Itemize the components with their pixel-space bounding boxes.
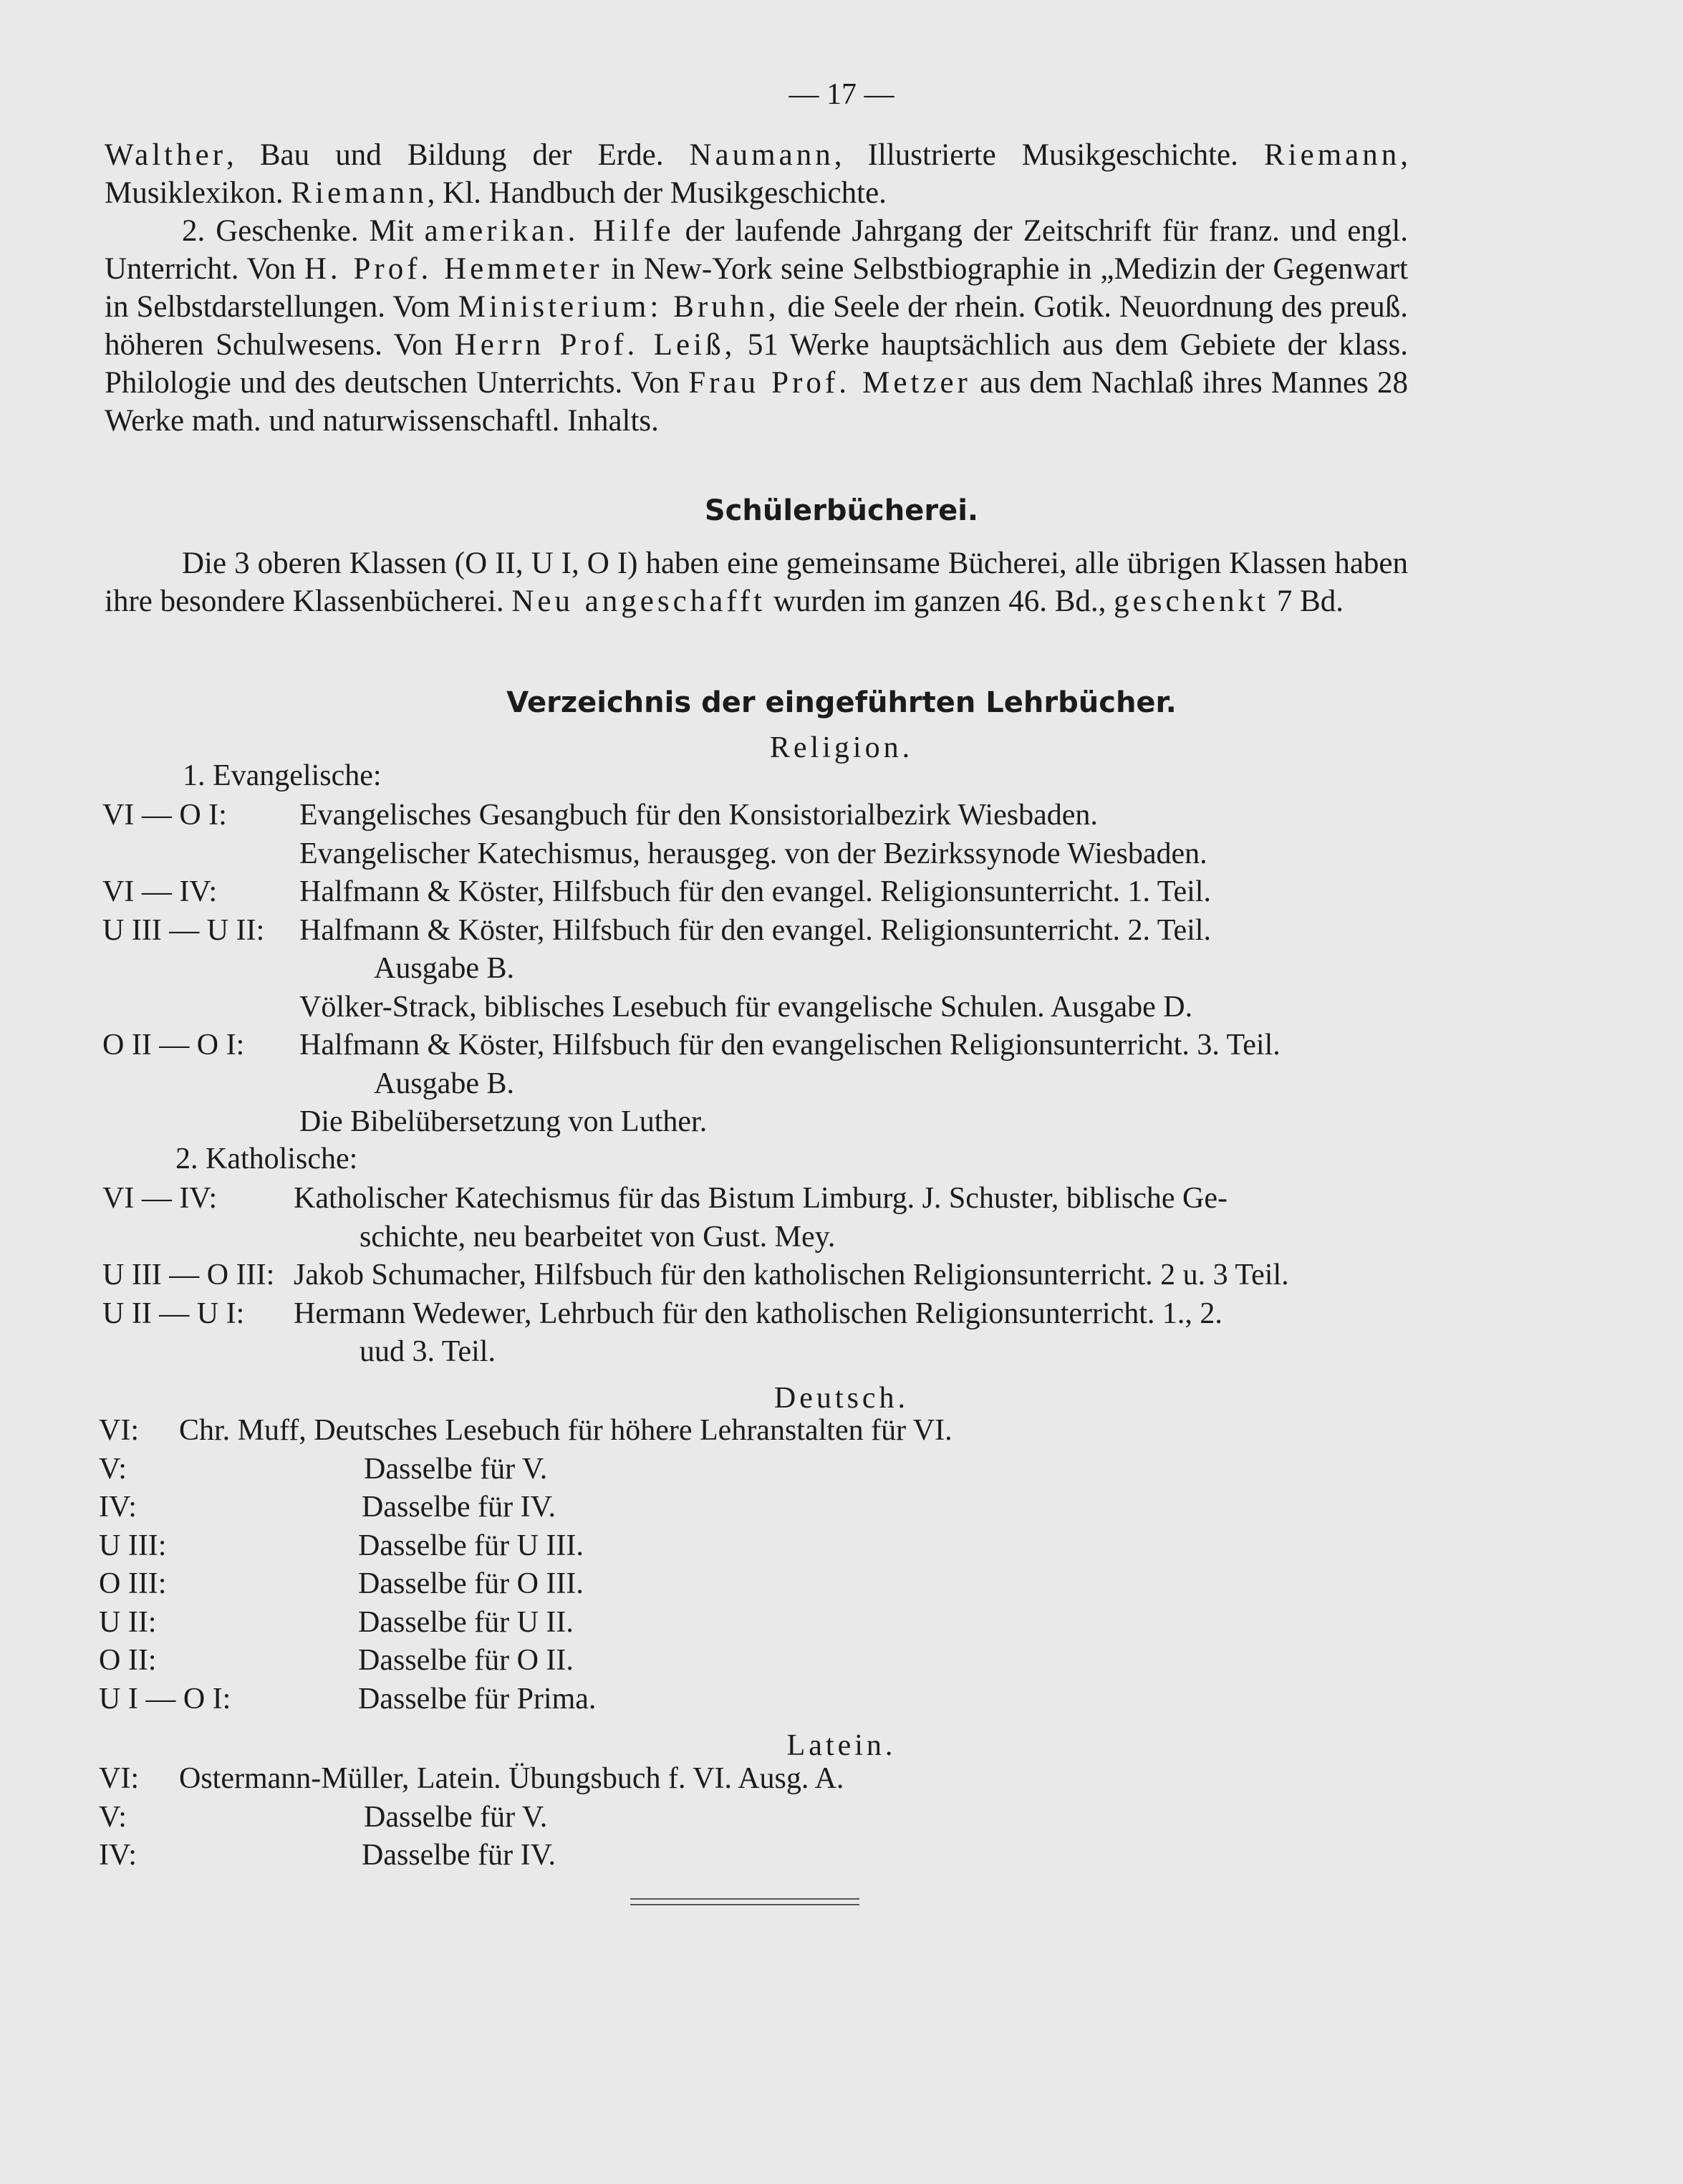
textbook-entry: Halfmann & Köster, Hilfsbuch für den evangel. Religionsunterricht. 1. Teil. (299, 875, 1211, 908)
class-level: O II — O I: (102, 1029, 245, 1062)
textbook-entry: Völker-Strack, biblisches Lesebuch für evangelische Schulen. Ausgabe D. (299, 990, 1193, 1024)
textbook-entry: Dasselbe für IV. (362, 1839, 556, 1872)
textbook-entry: Dasselbe für V. (364, 1452, 548, 1486)
class-level: U II: (99, 1605, 157, 1639)
library-text: wurden im ganzen 46. Bd., (766, 585, 1114, 618)
intro-text: , (1400, 138, 1408, 172)
gifts-emphasis: Herrn Prof. Leiß, (454, 328, 736, 362)
textbook-entry: Dasselbe für O II. (358, 1644, 574, 1677)
class-level: V: (99, 1800, 127, 1834)
catholic-label: 2. Katholische: (175, 1142, 358, 1175)
intro-text: Musiklexikon. (105, 176, 291, 210)
class-level: V: (99, 1452, 127, 1486)
class-level: IV: (99, 1491, 137, 1524)
textbook-entry: Jakob Schumacher, Hilfsbuch für den katholischen Religionsunterricht. 2 u. 3 Teil. (294, 1259, 1289, 1291)
gifts-emphasis: Frau Prof. Metzer (688, 366, 971, 400)
textbook-entry: Katholischer Katechismus für das Bistum Limburg. J. Schuster, biblische Ge- (294, 1182, 1228, 1215)
textbook-entry: Halfmann & Köster, Hilfsbuch für den evangel. Religionsunterricht. 2. Teil. (299, 913, 1211, 947)
textbook-entry: Die Bibelübersetzung von Luther. (299, 1105, 708, 1138)
gifts-emphasis: Ministerium: Bruhn, (458, 290, 780, 324)
page-number: — 17 — (789, 78, 894, 111)
deutsch-title: Deutsch. (773, 1382, 910, 1415)
textbook-entry: schichte, neu bearbeitet von Gust. Mey. (360, 1220, 836, 1254)
library-paragraph (105, 544, 1408, 620)
class-level: VI — O I: (102, 799, 227, 832)
class-level: U III: (99, 1529, 167, 1562)
textbook-entry: Ostermann-Müller, Latein. Übungsbuch f. VI. Ausg. A. (179, 1762, 844, 1795)
class-level: IV: (99, 1839, 137, 1872)
class-level: O III: (99, 1567, 167, 1600)
class-level: O II: (99, 1644, 157, 1677)
latein-title: Latein. (786, 1729, 897, 1762)
library-emphasis: Neu angeschafft (511, 585, 766, 618)
gifts-text: die Seele der rhein. Gotik. Neuordnung des preuß. höheren Schulwesens. Von (105, 290, 1408, 362)
textbook-entry: Dasselbe für V. (364, 1800, 548, 1834)
textbook-entry: Dasselbe für IV. (362, 1491, 556, 1524)
textbook-entry: Evangelisches Gesangbuch für den Konsistorialbezirk Wiesbaden. (299, 799, 1098, 832)
intro-block (105, 136, 1408, 440)
textbook-entry: uud 3. Teil. (360, 1335, 496, 1368)
class-level: U I — O I: (99, 1682, 231, 1716)
class-level: VI: (99, 1414, 139, 1447)
textbook-entry: Ausgabe B. (374, 952, 514, 985)
evangelic-label: 1. Evangelische: (183, 759, 382, 792)
author-riemann: Riemann (1264, 138, 1401, 172)
textbook-entry: Dasselbe für U II. (358, 1605, 574, 1639)
closing-rule (630, 1898, 859, 1905)
textbook-entry: Evangelischer Katechismus, herausgeg. von der Bezirkssynode Wiesbaden. (299, 837, 1207, 870)
gifts-paragraph (105, 212, 1408, 440)
library-heading: Schülerbücherei. (704, 494, 979, 527)
intro-line-2 (105, 174, 1408, 212)
class-level: VI — IV: (102, 1182, 218, 1215)
textbook-entry: Dasselbe für Prima. (358, 1682, 597, 1716)
gifts-text: 51 Werke hauptsächlich aus dem Gebiete der klass. Philologie und des deutschen Unterrichts. Von (105, 328, 1408, 400)
author-walther: Walther (105, 138, 227, 172)
intro-text: , Kl. Handbuch der Musikgeschichte. (427, 176, 887, 210)
class-level: VI: (99, 1762, 139, 1795)
gifts-text: aus dem Nachlaß ihres Mannes 28 Werke math. und naturwissenschaftl. Inhalts. (105, 366, 1408, 438)
library-text: 7 Bd. (1269, 585, 1344, 618)
class-level: U III — U II: (102, 913, 265, 947)
intro-line-1 (105, 136, 1408, 174)
author-riemann: Riemann (291, 176, 428, 210)
textbooks-heading: Verzeichnis der eingeführten Lehrbücher. (506, 686, 1177, 719)
textbook-entry: Halfmann & Köster, Hilfsbuch für den evangelischen Religionsunterricht. 3. Teil. (299, 1029, 1281, 1062)
intro-text: , Illustrierte Musikgeschichte. (834, 138, 1264, 172)
class-level: U II — U I: (102, 1297, 245, 1330)
intro-text: , Bau und Bildung der Erde. (226, 138, 690, 172)
gifts-emphasis: amerikan. Hilfe (424, 214, 675, 248)
textbook-entry: Dasselbe für O III. (358, 1567, 584, 1600)
gifts-text: der laufende Jahrgang der Zeitschrift für franz. und engl. Unterricht. Von (105, 214, 1409, 286)
religion-title: Religion. (769, 731, 914, 764)
library-text: Die 3 oberen Klassen (O II, U I, O I) haben eine gemeinsame Bücherei, alle übrigen Klassen haben ihre besondere Klassenbücherei. (105, 547, 1408, 618)
gifts-text: 2. Geschenke. Mit (182, 214, 425, 248)
library-emphasis: geschenkt (1114, 585, 1270, 618)
class-level: VI — IV: (102, 875, 218, 908)
textbook-entry: Ausgabe B. (374, 1067, 514, 1100)
textbook-entry: Hermann Wedewer, Lehrbuch für den katholischen Religionsunterricht. 1., 2. (294, 1297, 1223, 1330)
gifts-text: in New-York seine Selbstbiographie in „Medizin der Gegenwart in Selbstdarstellungen. Vom (105, 252, 1409, 324)
textbook-entry: Dasselbe für U III. (358, 1529, 584, 1562)
textbook-entry: Chr. Muff, Deutsches Lesebuch für höhere Lehranstalten für VI. (179, 1414, 953, 1447)
gifts-emphasis: H. Prof. Hemmeter (304, 252, 603, 286)
author-naumann: Naumann (689, 138, 834, 172)
class-level: U III — O III: (102, 1259, 275, 1291)
